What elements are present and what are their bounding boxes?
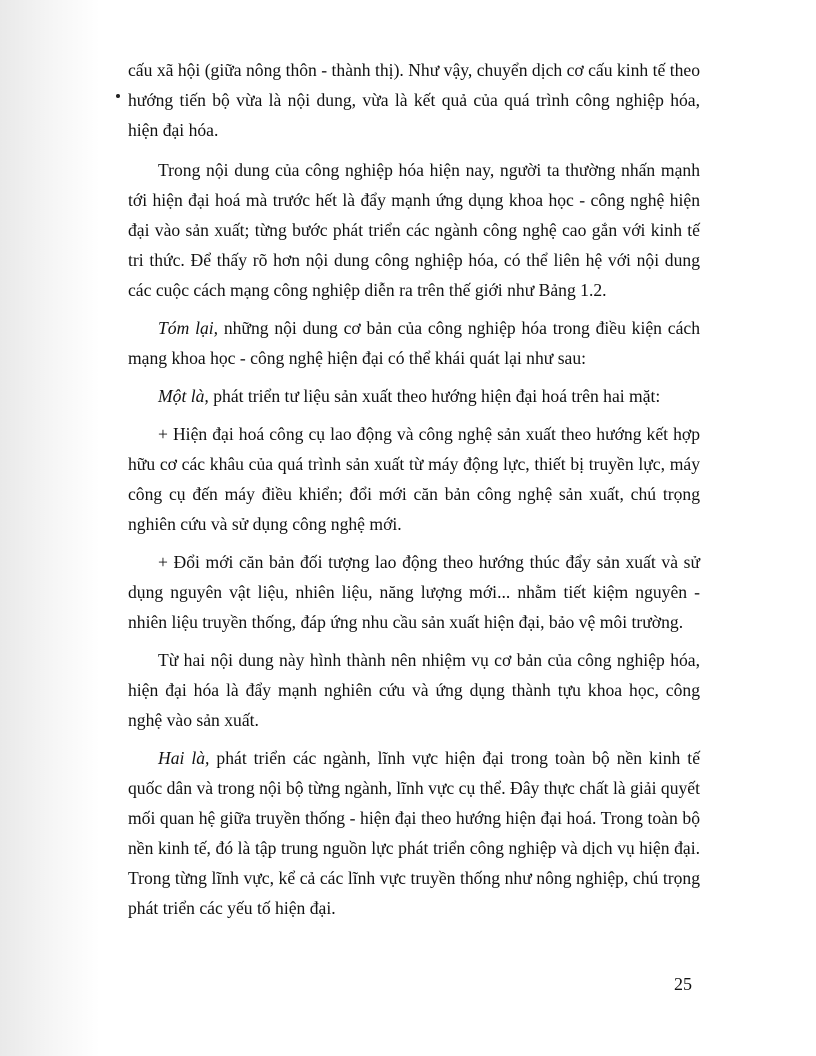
paragraph-4-text: phát triển tư liệu sản xuất theo hướng hiện đại hoá trên hai mặt: bbox=[208, 386, 661, 406]
paragraph-5: + Hiện đại hoá công cụ lao động và công nghệ sản xuất theo hướng kết hợp hữu cơ các khâu của quá trình sản xuất từ máy động lực, thiết bị truyền lực, máy công cụ đến máy điều khiển; đổi mới căn bản công nghệ sản xuất, chú trọng nghiên cứu và sử dụng công nghệ mới. bbox=[128, 424, 700, 534]
page-edge-shadow bbox=[0, 0, 100, 1056]
paragraph-3-text: những nội dung cơ bản của công nghiệp hóa trong điều kiện cách mạng khoa học - công nghệ hiện đại có thể khái quát lại như sau: bbox=[128, 318, 700, 368]
paragraph-3 bbox=[128, 313, 700, 373]
paragraph-8-text: phát triển các ngành, lĩnh vực hiện đại trong toàn bộ nền kinh tế quốc dân và trong nội bộ từng ngành, lĩnh vực cụ thể. Đây thực chất là giải quyết mối quan hệ giữa truyền thống - hiện đại theo hướng hiện đại hoá. Trong toàn bộ nền kinh tế, đó là tập trung nguồn lực phát triển công nghiệp và dịch vụ hiện đại. Trong từng lĩnh vực, kể cả các lĩnh vực truyền thống như nông nghiệp, chú trọng phát triển các yếu tố hiện đại. bbox=[128, 748, 701, 918]
paragraph-8-lead: Hai là, bbox=[158, 748, 210, 768]
paragraph-2: Trong nội dung của công nghiệp hóa hiện nay, người ta thường nhấn mạnh tới hiện đại hoá mà trước hết là đẩy mạnh ứng dụng khoa học - công nghệ hiện đại vào sản xuất; từng bước phát triển các ngành công nghệ cao gắn với kinh tế tri thức. Để thấy rõ hơn nội dung công nghiệp hóa, có thể liên hệ với nội dung các cuộc cách mạng công nghiệp diễn ra trên thế giới như Bảng 1.2. bbox=[128, 160, 700, 300]
body-text bbox=[128, 55, 700, 931]
paragraph-1: cấu xã hội (giữa nông thôn - thành thị). Như vậy, chuyển dịch cơ cấu kinh tế theo hướng tiến bộ vừa là nội dung, vừa là kết quả của quá trình công nghiệp hóa, hiện đại hóa. bbox=[128, 60, 700, 140]
paragraph-4-lead: Một là, bbox=[158, 386, 209, 406]
page-number: 25 bbox=[674, 974, 692, 994]
margin-dot bbox=[116, 94, 120, 98]
paragraph-3-lead: Tóm lại, bbox=[158, 318, 219, 338]
paragraph-6: + Đổi mới căn bản đối tượng lao động theo hướng thúc đẩy sản xuất và sử dụng nguyên vật liệu, nhiên liệu, năng lượng mới... nhằm tiết kiệm nguyên - nhiên liệu truyền thống, đáp ứng nhu cầu sản xuất hiện đại, bảo vệ môi trường. bbox=[128, 552, 700, 632]
paragraph-7: Từ hai nội dung này hình thành nên nhiệm vụ cơ bản của công nghiệp hóa, hiện đại hóa là đẩy mạnh nghiên cứu và ứng dụng thành tựu khoa học, công nghệ vào sản xuất. bbox=[128, 650, 700, 730]
paragraph-4 bbox=[128, 381, 700, 411]
paragraph-8 bbox=[128, 743, 700, 923]
